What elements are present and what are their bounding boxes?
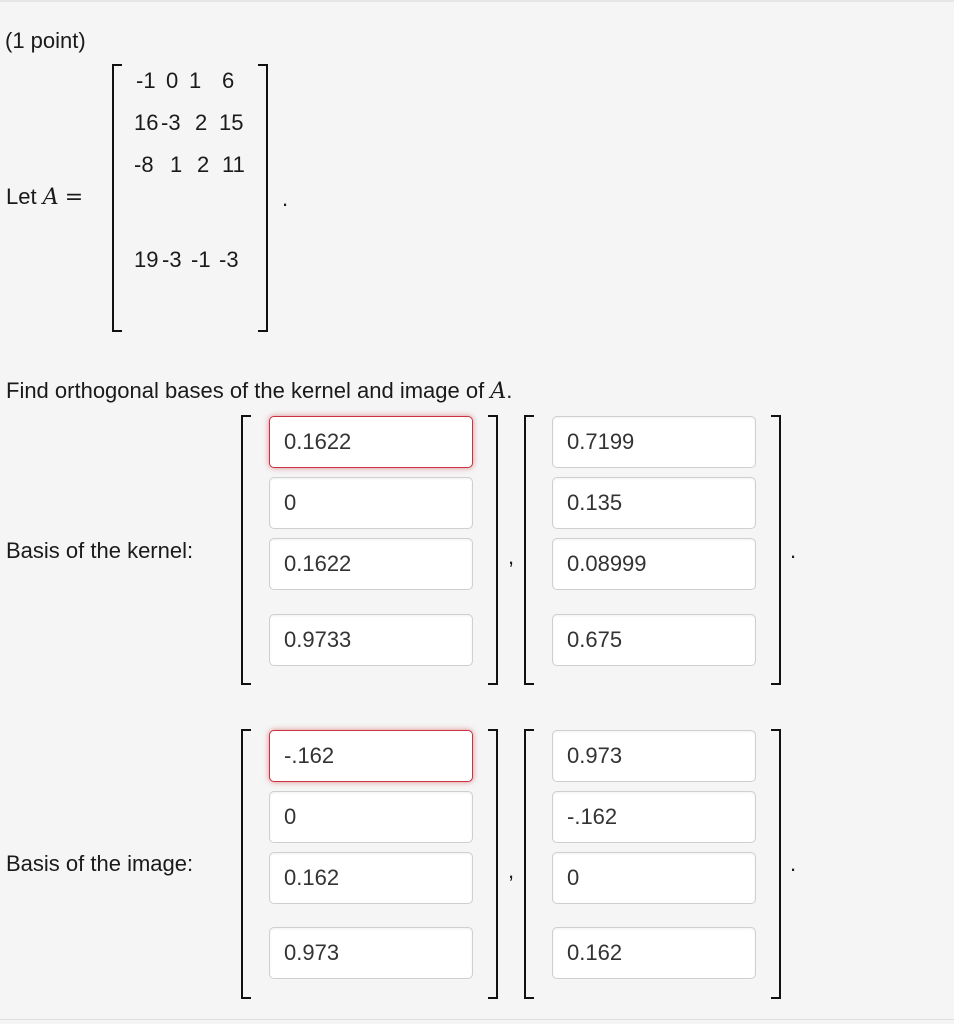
image-v2-right-bracket (771, 729, 781, 999)
matrix-left-bracket (112, 64, 122, 332)
image-v1-left-bracket (241, 729, 251, 999)
matrix-row (136, 70, 234, 92)
matrix-right-bracket (258, 64, 268, 332)
matrix-cell: 1 (189, 68, 202, 93)
image-v2-entry-1[interactable] (552, 730, 756, 782)
bottom-divider (0, 1019, 954, 1020)
kernel-v1-entry-1[interactable] (269, 416, 473, 468)
matrix-cell: -3 (219, 247, 239, 272)
let-text: Let (6, 184, 37, 209)
matrix-cell: 6 (222, 68, 235, 93)
matrix-cell: -1 (136, 68, 156, 93)
image-v1-entry-2[interactable] (269, 791, 473, 843)
image-v2-entry-3[interactable] (552, 852, 756, 904)
matrix-cell: -3 (161, 110, 181, 135)
let-label (6, 186, 83, 209)
matrix-cell: 2 (197, 152, 210, 177)
matrix-cell: 11 (222, 152, 245, 177)
image-v1-entry-4[interactable] (269, 927, 473, 979)
image-v2-entry-2[interactable] (552, 791, 756, 843)
matrix-cell: 16 (134, 110, 159, 135)
image-comma: , (508, 858, 515, 883)
matrix-cell: 1 (170, 152, 183, 177)
kernel-period: . (790, 538, 797, 563)
kernel-v2-right-bracket (771, 415, 781, 685)
image-v2-left-bracket (524, 729, 534, 999)
kernel-comma: , (508, 544, 515, 569)
top-divider (0, 0, 954, 2)
question-body: Find orthogonal bases of the kernel and image of (6, 378, 485, 403)
matrix-cell: -1 (191, 247, 211, 272)
question-var: A (490, 379, 507, 404)
kernel-v1-entry-2[interactable] (269, 477, 473, 529)
image-period: . (790, 851, 797, 876)
question-period: . (506, 378, 513, 403)
matrix-cell: 0 (166, 68, 179, 93)
image-v1-entry-1[interactable] (269, 730, 473, 782)
matrix-var: A (42, 185, 59, 210)
kernel-v1-right-bracket (488, 415, 498, 685)
matrix-cell: -8 (134, 152, 154, 177)
points-label: (1 point) (5, 28, 86, 53)
matrix-cell: -3 (162, 247, 182, 272)
kernel-v2-left-bracket (524, 415, 534, 685)
kernel-v1-left-bracket (241, 415, 251, 685)
matrix-cell: 2 (195, 110, 208, 135)
image-v1-right-bracket (488, 729, 498, 999)
kernel-v2-entry-1[interactable] (552, 416, 756, 468)
image-label: Basis of the image: (6, 851, 194, 876)
matrix-cell: 19 (134, 247, 159, 272)
matrix-row (134, 249, 239, 271)
kernel-label: Basis of the kernel: (6, 538, 194, 563)
kernel-v2-entry-2[interactable] (552, 477, 756, 529)
image-v2-entry-4[interactable] (552, 927, 756, 979)
matrix-row (134, 112, 243, 134)
kernel-v2-entry-4[interactable] (552, 614, 756, 666)
kernel-v1-entry-4[interactable] (269, 614, 473, 666)
question-text (6, 380, 512, 403)
equals-sign: = (64, 185, 84, 210)
matrix-cell: 15 (219, 110, 244, 135)
image-v1-entry-3[interactable] (269, 852, 473, 904)
matrix-period: . (282, 186, 289, 211)
kernel-v1-entry-3[interactable] (269, 538, 473, 590)
matrix-row (134, 154, 245, 176)
kernel-v2-entry-3[interactable] (552, 538, 756, 590)
